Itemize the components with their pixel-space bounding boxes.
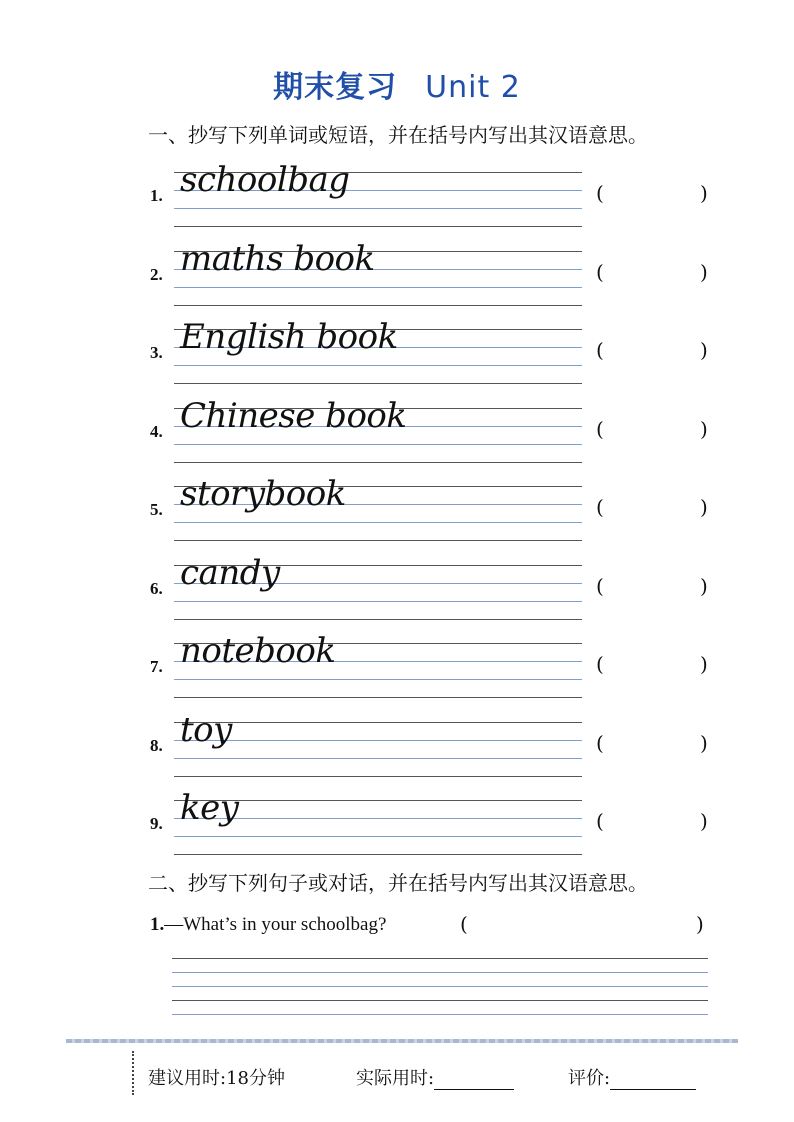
page-title xyxy=(0,62,794,106)
writing-line xyxy=(172,986,708,987)
actual-time-blank[interactable] xyxy=(434,1071,514,1090)
writing-lines[interactable] xyxy=(174,722,582,776)
title-main: 期末复习 xyxy=(273,70,398,105)
word-row xyxy=(148,160,718,224)
footer-divider xyxy=(66,1039,738,1043)
word-number: 1. xyxy=(150,186,163,205)
sentence-text: —What’s in your schoolbag? xyxy=(164,914,387,935)
paren-open: ( xyxy=(596,652,604,676)
paren-close: ) xyxy=(700,259,708,284)
paren-open: ( xyxy=(596,338,604,362)
paren-close: ) xyxy=(700,809,708,833)
paren-close: ) xyxy=(700,573,708,598)
paren-close: ) xyxy=(700,338,708,362)
word-text: maths book xyxy=(180,238,375,279)
word-row xyxy=(148,709,718,774)
paren-close: ) xyxy=(700,730,708,755)
sentence-item xyxy=(150,914,386,936)
writing-line xyxy=(172,1014,708,1015)
word-row xyxy=(148,474,718,538)
word-number: 9. xyxy=(150,814,163,833)
word-row xyxy=(148,238,718,303)
paren-open: ( xyxy=(596,809,604,833)
rating-label: 评价: xyxy=(568,1068,611,1089)
section1-heading: 一、抄写下列单词或短语，并在括号内写出其汉语意思。 xyxy=(148,123,648,147)
word-text: toy xyxy=(180,709,232,750)
suggested-time: 建议用时:18分钟 xyxy=(148,1068,285,1089)
paren-open: ( xyxy=(596,259,604,284)
actual-time-label: 实际用时: xyxy=(356,1068,435,1089)
paren-open: ( xyxy=(596,416,604,441)
sentence-paren-close: ) xyxy=(696,912,704,936)
word-row xyxy=(148,631,718,695)
word-text: notebook xyxy=(180,631,336,671)
paren-close: ) xyxy=(700,416,708,441)
word-number: 6. xyxy=(150,578,163,598)
paren-close: ) xyxy=(700,181,708,205)
paren-close: ) xyxy=(700,495,708,519)
actual-time xyxy=(356,1064,514,1090)
word-row xyxy=(148,317,718,381)
rating xyxy=(568,1064,696,1090)
sentence-number: 1. xyxy=(150,914,165,935)
writing-line xyxy=(172,958,708,959)
word-number: 5. xyxy=(150,500,163,519)
paren-open: ( xyxy=(596,573,604,598)
section2-heading: 二、抄写下列句子或对话，并在括号内写出其汉语意思。 xyxy=(148,871,648,895)
word-text: key xyxy=(180,788,239,828)
word-text: English book xyxy=(180,317,398,357)
word-text: candy xyxy=(180,552,280,593)
word-row xyxy=(148,395,718,460)
title-unit: Unit 2 xyxy=(425,70,521,105)
word-row xyxy=(148,788,718,852)
word-text: Chinese book xyxy=(180,395,407,436)
sentence-paren-open: ( xyxy=(460,912,468,936)
paren-open: ( xyxy=(596,495,604,519)
writing-line xyxy=(172,1000,708,1001)
word-text: schoolbag xyxy=(180,160,350,200)
paren-open: ( xyxy=(596,181,604,205)
paren-close: ) xyxy=(700,652,708,676)
rating-blank[interactable] xyxy=(610,1071,696,1090)
writing-line xyxy=(172,972,708,973)
word-number: 8. xyxy=(150,735,163,755)
paren-open: ( xyxy=(596,730,604,755)
word-number: 3. xyxy=(150,343,163,362)
word-number: 4. xyxy=(150,421,163,441)
word-row xyxy=(148,552,718,617)
footer-dotted-line xyxy=(132,1051,134,1095)
word-number: 2. xyxy=(150,264,163,284)
word-text: storybook xyxy=(180,474,346,514)
word-number: 7. xyxy=(150,657,163,676)
